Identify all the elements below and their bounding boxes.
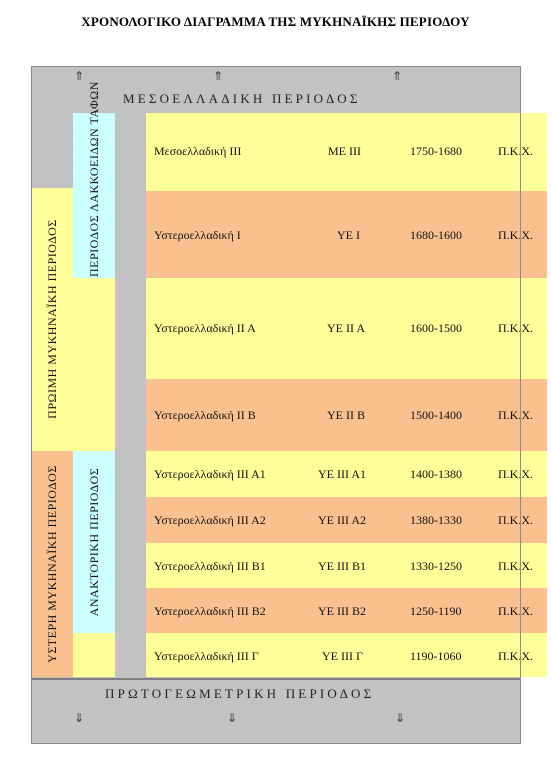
late-mycenaean-label: ΥΣΤΕΡΗ ΜΥΚΗΝΑΪΚΗ ΠΕΡΙΟΔΟΣ — [45, 465, 59, 663]
period-era: Π.Κ.Χ. — [498, 321, 533, 335]
period-name: Υστεροελλαδική ΙΙ Β — [154, 408, 256, 422]
late-filler-bottom — [73, 633, 115, 677]
down-arrow-icon: ⇓ — [74, 711, 85, 725]
table-row — [146, 278, 547, 379]
period-code: ΥΕ ΙΙΙ Α2 — [318, 513, 366, 527]
table-row — [146, 113, 547, 191]
period-years: 1600-1500 — [410, 321, 462, 335]
period-name: Υστεροελλαδική ΙΙ Α — [154, 321, 256, 335]
period-era: Π.Κ.Χ. — [498, 144, 533, 158]
palatial-label: ΑΝΑΚΤΟΡΙΚΗ ΠΕΡΙΟΔΟΣ — [87, 467, 101, 617]
period-years: 1500-1400 — [410, 408, 462, 422]
period-name: Υστεροελλαδική ΙΙΙ Α2 — [154, 513, 266, 527]
table-row — [146, 191, 547, 278]
period-era: Π.Κ.Χ. — [498, 467, 533, 481]
period-name: Υστεροελλαδική ΙΙΙ Α1 — [154, 467, 266, 481]
period-era: Π.Κ.Χ. — [498, 408, 533, 422]
period-code: ΜΕ ΙΙΙ — [328, 144, 361, 158]
table-row — [146, 588, 547, 633]
middle-helladic-band-label: ΜΕΣΟΕΛΛΑΔΙΚΗ ΠΕΡΙΟΔΟΣ — [123, 91, 361, 106]
palatial-column — [73, 451, 115, 633]
period-name: Υστεροελλαδική Ι — [154, 228, 241, 242]
period-code: ΥΕ ΙΙΙ Γ — [322, 649, 363, 663]
period-era: Π.Κ.Χ. — [498, 513, 533, 527]
period-era: Π.Κ.Χ. — [498, 228, 533, 242]
period-code: ΥΕ ΙΙ Β — [327, 408, 365, 422]
period-years: 1330-1250 — [410, 559, 462, 573]
period-code: ΥΕ Ι — [337, 228, 360, 242]
period-years: 1190-1060 — [410, 649, 462, 663]
early-mycenaean-column — [31, 188, 73, 451]
up-arrow-icon: ⇑ — [213, 69, 224, 83]
down-arrow-icon: ⇓ — [395, 711, 406, 725]
up-arrow-icon: ⇑ — [392, 69, 403, 83]
bottom-divider — [31, 678, 521, 680]
chronology-diagram — [31, 66, 533, 744]
table-row — [146, 497, 547, 543]
shaft-graves-column — [73, 81, 115, 278]
period-code: ΥΕ ΙΙΙ Α1 — [318, 467, 366, 481]
period-era: Π.Κ.Χ. — [498, 649, 533, 663]
period-code: ΥΕ ΙΙΙ Β1 — [318, 559, 366, 573]
period-years: 1400-1380 — [410, 467, 462, 481]
period-years: 1380-1330 — [410, 513, 462, 527]
period-name: Υστεροελλαδική ΙΙΙ Β2 — [154, 604, 266, 618]
early-mycenaean-label: ΠΡΩΙΜΗ ΜΥΚΗΝΑΪΚΗ ΠΕΡΙΟΔΟΣ — [45, 219, 59, 419]
table-row — [146, 379, 547, 451]
table-row — [146, 543, 547, 588]
period-years: 1680-1600 — [410, 228, 462, 242]
period-code: ΥΕ ΙΙ Α — [327, 321, 365, 335]
period-era: Π.Κ.Χ. — [498, 604, 533, 618]
period-name: Υστεροελλαδική ΙΙΙ Γ — [154, 649, 259, 663]
period-era: Π.Κ.Χ. — [498, 559, 533, 573]
page-title: ΧΡΟΝΟΛΟΓΙΚΟ ΔΙΑΓΡΑΜΜΑ ΤΗΣ ΜΥΚΗΝΑΪΚΗΣ ΠΕΡΙΟΔΟΥ — [81, 14, 470, 29]
period-years: 1250-1190 — [410, 604, 462, 618]
period-years: 1750-1680 — [410, 144, 462, 158]
table-row — [146, 451, 547, 497]
period-code: ΥΕ ΙΙΙ Β2 — [318, 604, 366, 618]
late-mycenaean-column — [31, 451, 73, 677]
table-row — [146, 633, 547, 677]
protogeometric-band-label: ΠΡΩΤΟΓΕΩΜΕΤΡΙΚΗ ΠΕΡΙΟΔΟΣ — [105, 686, 375, 701]
up-arrow-icon: ⇑ — [74, 69, 85, 83]
shaft-graves-label: ΠΕΡΙΟΔΟΣ ΛΑΚΚΟΕΙΔΩΝ ΤΑΦΩΝ — [87, 81, 101, 277]
down-arrow-icon: ⇓ — [227, 711, 238, 725]
period-name: Μεσοελλαδική ΙΙΙ — [154, 144, 242, 158]
period-name: Υστεροελλαδική ΙΙΙ Β1 — [154, 559, 266, 573]
